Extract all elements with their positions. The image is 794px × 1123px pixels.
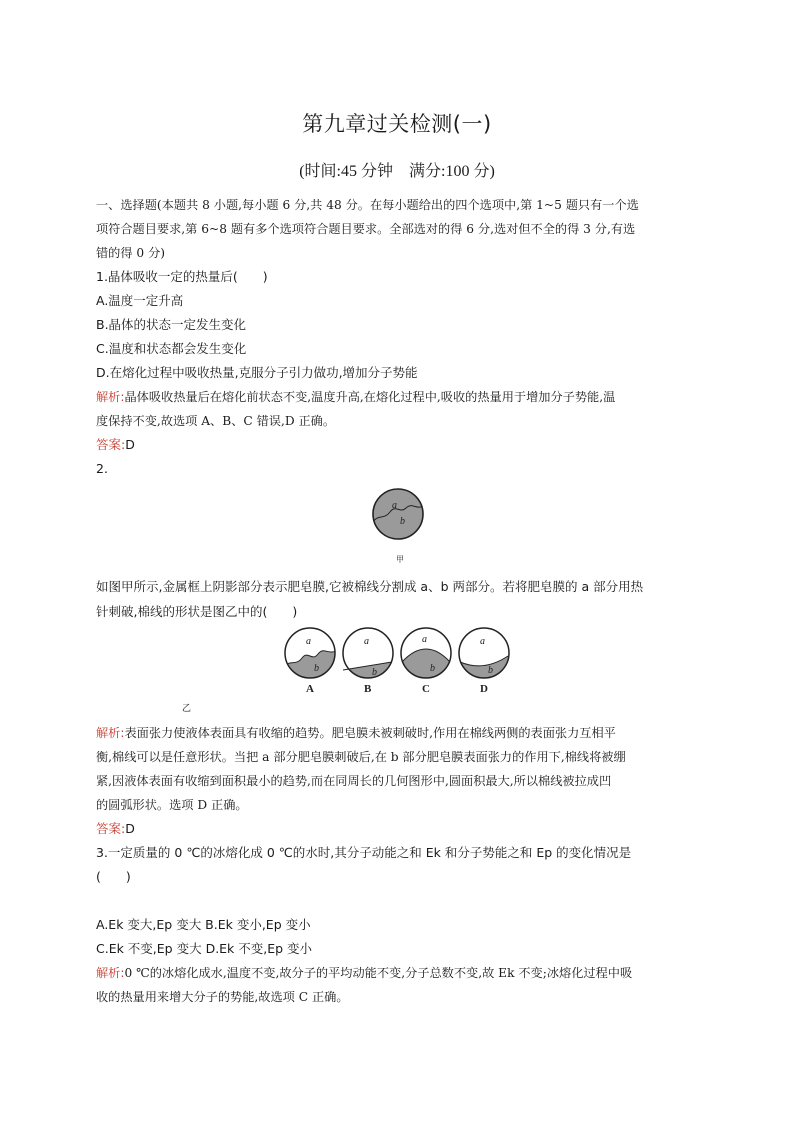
figure-jia xyxy=(360,484,440,566)
svg-text:a: a xyxy=(422,634,427,645)
q1-solution-text-1: 晶体吸收热量后在熔化前状态不变,温度升高,在熔化过程中,吸收的热量用于增加分子势能,温 xyxy=(124,390,616,404)
q2-solution-line-1 xyxy=(96,721,616,745)
q3-solution-line-1 xyxy=(96,961,632,985)
q3-stem-line-2: ( ) xyxy=(96,869,131,884)
q2-stem-line-2: 针刺破,棉线的形状是图乙中的( ) xyxy=(96,604,298,619)
fig-jia-caption: 甲 xyxy=(396,555,404,564)
svg-text:a: a xyxy=(480,636,485,647)
q1-option-b: B.晶体的状态一定发生变化 xyxy=(96,317,247,332)
option-letter-a: A xyxy=(306,683,314,695)
answer-label: 答案 xyxy=(96,437,122,452)
section-header-line-1: 一、选择题(本题共 8 小题,每小题 6 分,共 48 分。在每小题给出的四个选项中,第 1~5 题只有一个选 xyxy=(96,198,639,212)
q1-answer-value: D xyxy=(125,437,135,452)
solution-label: 解析 xyxy=(96,390,121,404)
exam-info: (时间:45 分钟 满分:100 分) xyxy=(299,163,495,180)
solution-label: 解析 xyxy=(96,966,121,980)
figure-yi xyxy=(280,626,520,710)
q1-answer xyxy=(96,433,135,457)
label-a: a xyxy=(392,500,397,511)
option-letter-c: C xyxy=(422,683,430,695)
svg-text:b: b xyxy=(488,665,493,676)
q2-solution-line-3: 紧,因液体表面有收缩到面积最小的趋势,而在同周长的几何图形中,圆面积最大,所以棉线被拉成凹 xyxy=(96,774,612,788)
svg-text:b: b xyxy=(372,667,377,678)
solution-label: 解析 xyxy=(96,726,121,740)
q2-solution-line-4: 的圆弧形状。选项 D 正确。 xyxy=(96,798,248,812)
q3-options-line-1: A.Ek 变大,Ep 变大 B.Ek 变小,Ep 变小 xyxy=(96,917,311,932)
option-figure-b xyxy=(340,628,400,686)
colon: : xyxy=(120,966,125,980)
svg-text:a: a xyxy=(364,636,369,647)
colon: : xyxy=(120,726,125,740)
q2-number: 2. xyxy=(96,461,108,476)
label-b: b xyxy=(400,516,405,527)
q2-solution-text-1: 表面张力使液体表面具有收缩的趋势。肥皂膜未被刺破时,作用在棉线两侧的表面张力互相平 xyxy=(124,726,616,740)
q1-option-c: C.温度和状态都会发生变化 xyxy=(96,341,247,356)
q1-stem: 1.晶体吸收一定的热量后( ) xyxy=(96,269,268,284)
svg-text:b: b xyxy=(430,663,435,674)
q2-stem-line-1: 如图甲所示,金属框上阴影部分表示肥皂膜,它被棉线分割成 a、b 两部分。若将肥皂膜的 a 部分用热 xyxy=(96,579,644,594)
option-figure-a xyxy=(280,628,340,686)
q2-answer-value: D xyxy=(125,821,135,836)
option-figure-c xyxy=(396,628,458,686)
q2-answer xyxy=(96,817,135,841)
q1-option-d: D.在熔化过程中吸收热量,克服分子引力做功,增加分子势能 xyxy=(96,365,418,380)
q3-options-line-2: C.Ek 不变,Ep 变大 D.Ek 不变,Ep 变小 xyxy=(96,941,313,956)
page-title: 第九章过关检测(一) xyxy=(302,112,492,136)
fig-yi-caption: 乙 xyxy=(182,704,192,714)
section-header-line-2: 项符合题目要求,第 6~8 题有多个选项符合题目要求。全部选对的得 6 分,选对但不全的得 3 分,有选 xyxy=(96,222,636,236)
svg-text:a: a xyxy=(306,636,311,647)
svg-text:b: b xyxy=(314,663,319,674)
q3-stem-line-1: 3.一定质量的 0 ℃的冰熔化成 0 ℃的水时,其分子动能之和 Ek 和分子势能之和 Ep 的变化情况是 xyxy=(96,845,632,860)
colon: : xyxy=(120,390,125,404)
q3-solution-text-1: 0 ℃的冰熔化成水,温度不变,故分子的平均动能不变,分子总数不变,故 Ek 不变;冰熔化过程中吸 xyxy=(124,966,633,980)
q3-solution-line-2: 收的热量用来增大分子的势能,故选项 C 正确。 xyxy=(96,990,349,1004)
section-header-line-3: 错的得 0 分) xyxy=(96,246,166,260)
q2-solution-line-2: 衡,棉线可以是任意形状。当把 a 部分肥皂膜刺破后,在 b 部分肥皂膜表面张力的作用下,棉线将被绷 xyxy=(96,750,626,764)
option-letter-b: B xyxy=(364,683,372,695)
answer-label: 答案 xyxy=(96,821,122,836)
colon: : xyxy=(121,821,126,836)
option-letter-d: D xyxy=(480,683,488,695)
option-figure-d xyxy=(456,628,516,686)
colon: : xyxy=(121,437,126,452)
q1-option-a: A.温度一定升高 xyxy=(96,293,184,308)
q1-solution-line-2: 度保持不变,故选项 A、B、C 错误,D 正确。 xyxy=(96,414,336,428)
q1-solution-line-1 xyxy=(96,385,615,409)
